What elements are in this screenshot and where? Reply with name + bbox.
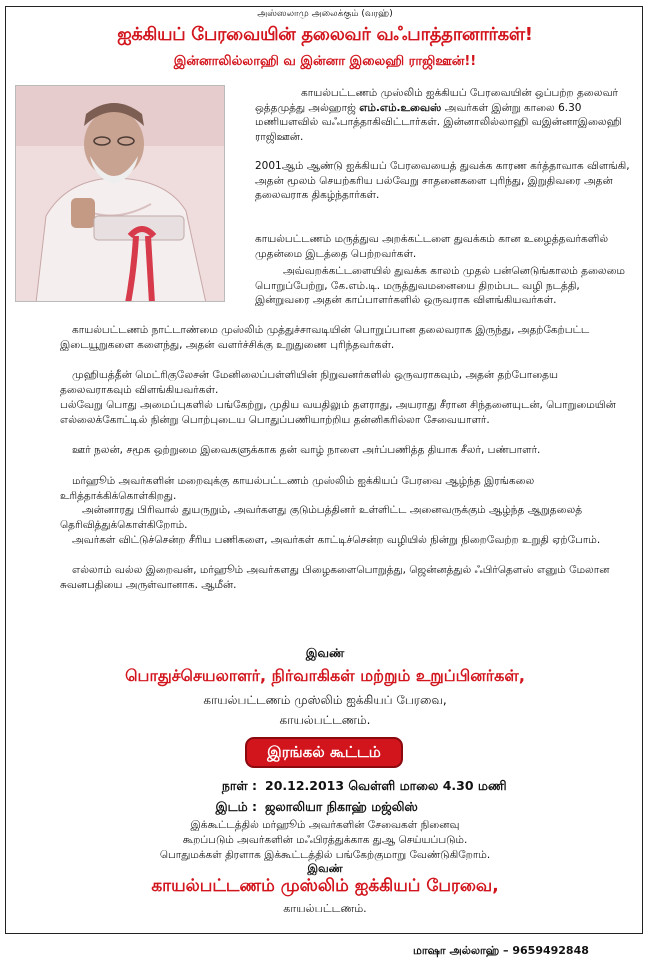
- footer-credit: மாஷா அல்லாஹ் – 9659492848: [413, 944, 589, 957]
- notice-subtitle: இன்னாலில்லாஹி வ இன்னா இலைஹி ராஜிஊன்!!: [173, 54, 477, 69]
- place-value: ஜலாலியா நிகாஹ் மஜ்லிஸ்: [265, 799, 418, 814]
- condolence-meeting-banner: இரங்கல் கூட்டம்: [245, 737, 403, 768]
- meeting-org: காயல்பட்டணம் முஸ்லிம் ஐக்கியப் பேரவை,: [151, 876, 499, 896]
- paragraph-body-3: பல்வேறு பொது அமைப்புகளில் பங்கேற்று, முதிய வயதிலும் தளராது, அயராது சீரான சிந்தனையுடன், பொறுமையின் எல்லைக்கோட்டில் நின்று பொற்புடைய பொதுப்பணியாற்றிய தன்னிகரில்லா சேவையாளர்.: [60, 399, 616, 426]
- meeting-town: காயல்பட்டணம்.: [283, 902, 367, 915]
- signature-title: பொதுச்செயலாளர், நிர்வாகிகள் மற்றும் உறுப்பினர்கள்,: [125, 666, 525, 685]
- paragraph-medical-trust: காயல்பட்டணம் மருத்துவ அறக்கட்டளை துவக்கம் கான உழைத்தவர்களில் முதன்மை இடத்தை பெற்றவர்கள்.: [255, 233, 609, 260]
- signature-ivan: இவண்: [305, 646, 345, 660]
- meeting-note-3: பொதுமக்கள் திரளாக இக்கூட்டத்தில் பங்கேற்குமாறு வேண்டுகிறோம்.: [159, 849, 491, 861]
- paragraph-body-1: காயல்பட்டணம் நாட்டாண்மை முஸ்லிம் முத்துச்சாவடியின் பொறுப்பான தலைவராக இருந்து, அதற்கேற்பட்ட இடையூறுகளை களைந்து, அதன் வளர்ச்சிக்கு உறுதுணை புரிந்தவர்கள்.: [60, 324, 590, 351]
- paragraph-hospital: அவ்வறக்கட்டளையில் துவக்க காலம் முதல் பன்னெடுங்காலம் தலைமை பொறுப்பேற்று, கே.எம்.டி. மருத்துவமனையை திறம்பட வழி நடத்தி, இன்றுவரை அதன் காப்பாளர்களில் ஒருவராக விளங்கியவர்கள்.: [255, 265, 625, 306]
- date-label: நாள் :: [221, 778, 257, 793]
- meeting-place: [205, 799, 418, 816]
- place-label: இடம் :: [215, 799, 257, 814]
- signature-org: காயல்பட்டணம் முஸ்லிம் ஐக்கியப் பேரவை,: [203, 693, 447, 707]
- elderly-man-portrait-icon: [16, 86, 225, 302]
- paragraph-demise-start: காயல்பட்டணம் முஸ்லிம் ஐக்கியப் பேரவையின் ஒப்பற்ற தலைவர் ஒத்தமுத்து அல்ஹாஜ்: [255, 87, 618, 114]
- paragraph-body-2: முஹியத்தீன் மெட்ரிகுலேசன் மேனிலைப்பள்ளியின் நிறுவனர்களில் ஒருவராகவும், அதன் தற்போதைய தலைவராகவும் விளங்கியவர்கள்.: [60, 369, 559, 396]
- paragraph-body-8: எல்லாம் வல்ல இறைவன், மர்ஹூம் அவர்களது பிழைகளைபொறுத்து, ஜென்னத்துல் ஃபிர்தௌஸ் எனும் மேலான சுவனபதியை அருள்வானாக. ஆமீன்.: [60, 564, 610, 591]
- paragraph-body-7: அவர்கள் விட்டுச்சென்ற சீரிய பணிகளை, அவர்கள் காட்டிச்சென்ற வழியில் நின்று நிறைவேற்ற உறுதி ஏற்போம்.: [72, 534, 601, 546]
- paragraph-body-6: அன்னாரது பிரிவால் துயருறும், அவர்களது குடும்பத்தினர் உள்ளிட்ட அனைவருக்கும் ஆழ்ந்த ஆறுதலைத் தெரிவித்துக்கொள்கிறோம்.: [60, 504, 583, 531]
- paragraph-demise-end: அவர்கள் இன்று காலை 6.30 மணியளவில் வஃபாத்தாகிவிட்டார்கள். இன்னாலில்லாஹி வஇன்னாஇலைஹி ராஜிஊன்.: [255, 101, 622, 143]
- paragraph-body-4: ஊர் நலன், சமூக ஒற்றுமை இவைகளுக்காக தன் வாழ் நாளை அர்ப்பணித்த தியாக சீலர், பண்பாளர்.: [72, 444, 541, 456]
- paragraph-founding: 2001ஆம் ஆண்டு ஐக்கியப் பேரவையைத் துவக்க காரண கர்த்தாவாக விளங்கி, அதன் மூலம் செயற்கரிய பல்வேறு சாதனைகளை புரிந்து, இறுதிவரை அதன் தலைவராக திகழ்ந்தார்கள்.: [255, 160, 630, 201]
- deceased-name: எம்.எம்.உவைஸ்: [359, 101, 442, 114]
- salam-greeting: அஸ்ஸலாமு அலைக்கும் (வரஹ்): [257, 9, 393, 19]
- date-value: 20.12.2013 வெள்ளி மாலை 4.30 மணி: [265, 778, 507, 793]
- meeting-ivan: இவண்: [307, 862, 343, 875]
- meeting-note-1: இக்கூட்டத்தில் மர்ஹூம் அவர்களின் சேவைகள் நினைவு: [190, 819, 460, 831]
- paragraph-body-5: மர்ஹூம் அவர்களின் மறைவுக்கு காயல்பட்டணம் முஸ்லிம் ஐக்கியப் பேரவை ஆழ்ந்த இரங்கலை உரித்தாக்கிக்கொள்கிறது.: [60, 475, 535, 502]
- meeting-note-2: கூறப்படும் அவர்களின் மஃபிரத்துக்காக துஆ செய்யப்படும்.: [182, 834, 468, 846]
- meeting-date: [205, 778, 507, 795]
- notice-title: ஐக்கியப் பேரவையின் தலைவர் வஃபாத்தானார்கள்!: [117, 24, 533, 45]
- portrait-photo: [15, 85, 225, 302]
- paragraph-demise: [255, 86, 632, 144]
- signature-town: காயல்பட்டணம்.: [279, 713, 371, 727]
